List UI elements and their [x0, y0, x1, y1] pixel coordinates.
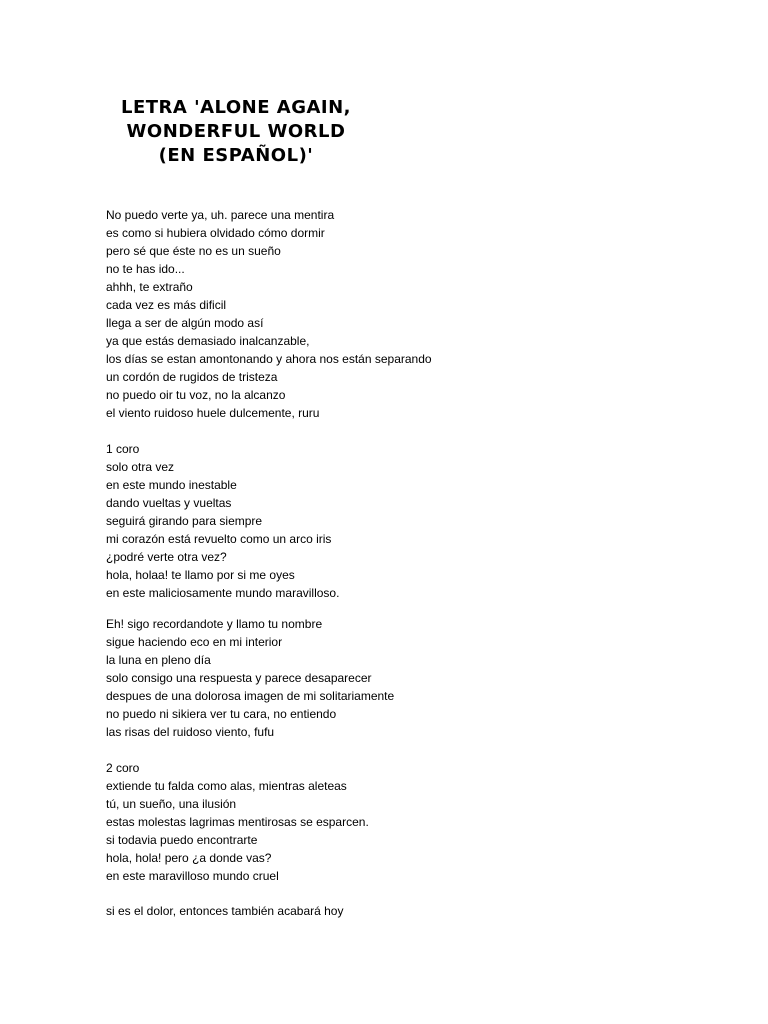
stanza-chorus-1 [106, 440, 746, 602]
lyric-line: estas molestas lagrimas mentirosas se esparcen. [106, 815, 369, 829]
stanza-heading: 1 coro [106, 442, 140, 456]
lyric-line: pero sé que éste no es un sueño [106, 244, 281, 258]
lyric-line: no puedo ni sikiera ver tu cara, no entiendo [106, 707, 337, 721]
lyric-line: mi corazón está revuelto como un arco iris [106, 532, 332, 546]
lyric-line: un cordón de rugidos de tristeza [106, 370, 278, 384]
stanza-heading: 2 coro [106, 761, 140, 775]
lyric-line: extiende tu falda como alas, mientras aleteas [106, 779, 347, 793]
stanza-closing [106, 902, 746, 920]
lyric-line: dando vueltas y vueltas [106, 496, 232, 510]
lyric-line: es como si hubiera olvidado cómo dormir [106, 226, 325, 240]
lyric-line: No puedo verte ya, uh. parece una mentira [106, 208, 335, 222]
lyric-line: sigue haciendo eco en mi interior [106, 635, 283, 649]
lyric-line: ¿podré verte otra vez? [106, 550, 227, 564]
title-line: (EN ESPAÑOL)' [158, 145, 314, 166]
lyric-line: llega a ser de algún modo así [106, 316, 264, 330]
lyric-line: solo consigo una respuesta y parece desaparecer [106, 671, 372, 685]
lyric-line: ahhh, te extraño [106, 280, 193, 294]
lyric-line: ya que estás demasiado inalcanzable, [106, 334, 310, 348]
lyric-line: seguirá girando para siempre [106, 514, 263, 528]
lyric-line: despues de una dolorosa imagen de mi solitariamente [106, 689, 395, 703]
lyric-line: solo otra vez [106, 460, 175, 474]
lyric-line: el viento ruidoso huele dulcemente, ruru [106, 406, 320, 420]
lyric-line: si es el dolor, entonces también acabará hoy [106, 904, 344, 918]
stanza-verse-2 [106, 615, 746, 741]
lyric-line: las risas del ruidoso viento, fufu [106, 725, 275, 739]
lyric-line: Eh! sigo recordandote y llamo tu nombre [106, 617, 323, 631]
lyric-line: no puedo oir tu voz, no la alcanzo [106, 388, 286, 402]
lyric-line: cada vez es más dificil [106, 298, 227, 312]
lyric-line: en este maliciosamente mundo maravilloso. [106, 586, 340, 600]
lyric-line: tú, un sueño, una ilusión [106, 797, 237, 811]
lyric-line: los días se estan amontonando y ahora nos están separando [106, 352, 432, 366]
lyric-line: en este maravilloso mundo cruel [106, 869, 279, 883]
title-line: LETRA 'ALONE AGAIN, [120, 97, 352, 118]
title-line: WONDERFUL WORLD [126, 121, 346, 142]
lyric-line: en este mundo inestable [106, 478, 237, 492]
lyric-line: hola, holaa! te llamo por si me oyes [106, 568, 295, 582]
document-title [100, 96, 372, 168]
stanza-chorus-2 [106, 759, 746, 885]
lyric-line: la luna en pleno día [106, 653, 211, 667]
lyric-line: si todavia puedo encontrarte [106, 833, 258, 847]
lyric-line: hola, hola! pero ¿a donde vas? [106, 851, 272, 865]
stanza-verse-1 [106, 206, 746, 422]
lyric-line: no te has ido... [106, 262, 185, 276]
